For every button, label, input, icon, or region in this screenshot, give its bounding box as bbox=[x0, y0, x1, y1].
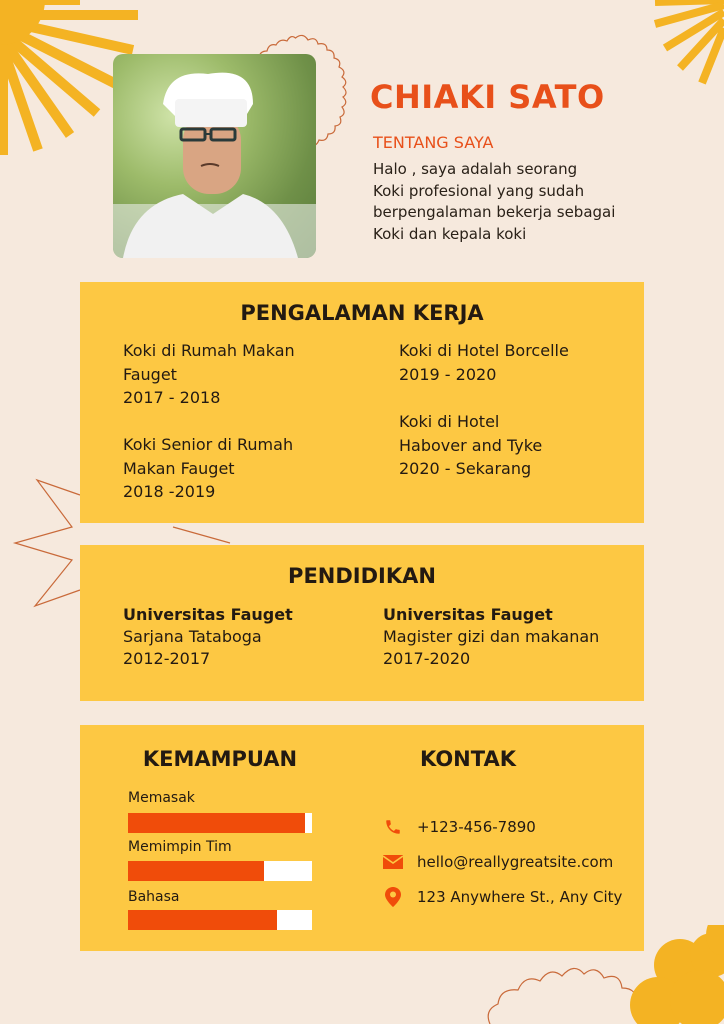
mail-icon bbox=[383, 852, 403, 872]
job-title-cont: Makan Fauget bbox=[123, 458, 235, 478]
skill-label: Bahasa bbox=[128, 889, 180, 905]
job-title: Koki di Hotel bbox=[399, 412, 500, 431]
job-period: 2020 - Sekarang bbox=[399, 459, 532, 478]
degree: Sarjana Tataboga bbox=[123, 627, 262, 646]
school-name: Universitas Fauget bbox=[383, 605, 553, 624]
contact-heading: KONTAK bbox=[420, 747, 516, 771]
phone-icon bbox=[383, 817, 403, 837]
experience-heading: PENGALAMAN KERJA bbox=[240, 301, 484, 325]
education-heading: PENDIDIKAN bbox=[288, 564, 436, 588]
skills-heading: KEMAMPUAN bbox=[142, 747, 298, 771]
profile-photo bbox=[113, 54, 316, 258]
degree: Magister gizi dan makanan bbox=[383, 627, 600, 646]
job-title: Koki di Rumah Makan bbox=[123, 341, 295, 360]
about-line: Halo , saya adalah seorang bbox=[373, 160, 578, 178]
location-pin-icon bbox=[383, 887, 403, 907]
skills-contact-section bbox=[80, 725, 644, 951]
about-line: Koki dan kepala koki bbox=[373, 224, 527, 243]
education-item bbox=[383, 604, 599, 670]
experience-item bbox=[399, 410, 542, 481]
education-period: 2017-2020 bbox=[383, 649, 471, 668]
email-address: hello@reallygreatsite.com bbox=[417, 853, 614, 871]
education-period: 2012-2017 bbox=[123, 649, 211, 668]
school-name: Universitas Fauget bbox=[123, 605, 293, 624]
job-title: Koki di Hotel Borcelle bbox=[399, 341, 569, 360]
skill-bar-bahasa bbox=[128, 910, 312, 930]
contact-email bbox=[383, 852, 613, 872]
experience-section bbox=[80, 282, 644, 523]
job-title-cont: Fauget bbox=[123, 364, 177, 384]
experience-item bbox=[123, 433, 293, 504]
sunburst-decoration-top-right bbox=[640, 0, 724, 100]
wavy-circle-decoration-bottom bbox=[470, 948, 680, 1024]
education-section bbox=[80, 545, 644, 701]
skill-label: Memimpin Tim bbox=[128, 839, 232, 855]
job-title-cont: Habover and Tyke bbox=[399, 435, 543, 455]
candidate-name: CHIAKI SATO bbox=[370, 78, 605, 116]
about-text bbox=[373, 159, 653, 245]
experience-item bbox=[123, 339, 295, 410]
job-period: 2019 - 2020 bbox=[399, 364, 497, 384]
about-line: Koki profesional yang sudah bbox=[373, 181, 585, 200]
phone-number: +123-456-7890 bbox=[417, 818, 536, 836]
skill-label: Memasak bbox=[128, 790, 195, 806]
job-title: Koki Senior di Rumah bbox=[123, 435, 294, 454]
job-period: 2017 - 2018 bbox=[123, 388, 221, 407]
experience-item bbox=[399, 339, 569, 386]
skill-bar-memimpin-tim bbox=[128, 861, 312, 881]
education-item bbox=[123, 604, 293, 670]
contact-phone bbox=[383, 817, 536, 837]
job-period: 2018 -2019 bbox=[123, 482, 216, 501]
street-address: 123 Anywhere St., Any City bbox=[417, 888, 623, 906]
about-heading: TENTANG SAYA bbox=[373, 133, 494, 152]
about-line: berpengalaman bekerja sebagai bbox=[373, 203, 616, 221]
contact-address bbox=[383, 887, 622, 907]
skill-bar-memasak bbox=[128, 813, 312, 833]
